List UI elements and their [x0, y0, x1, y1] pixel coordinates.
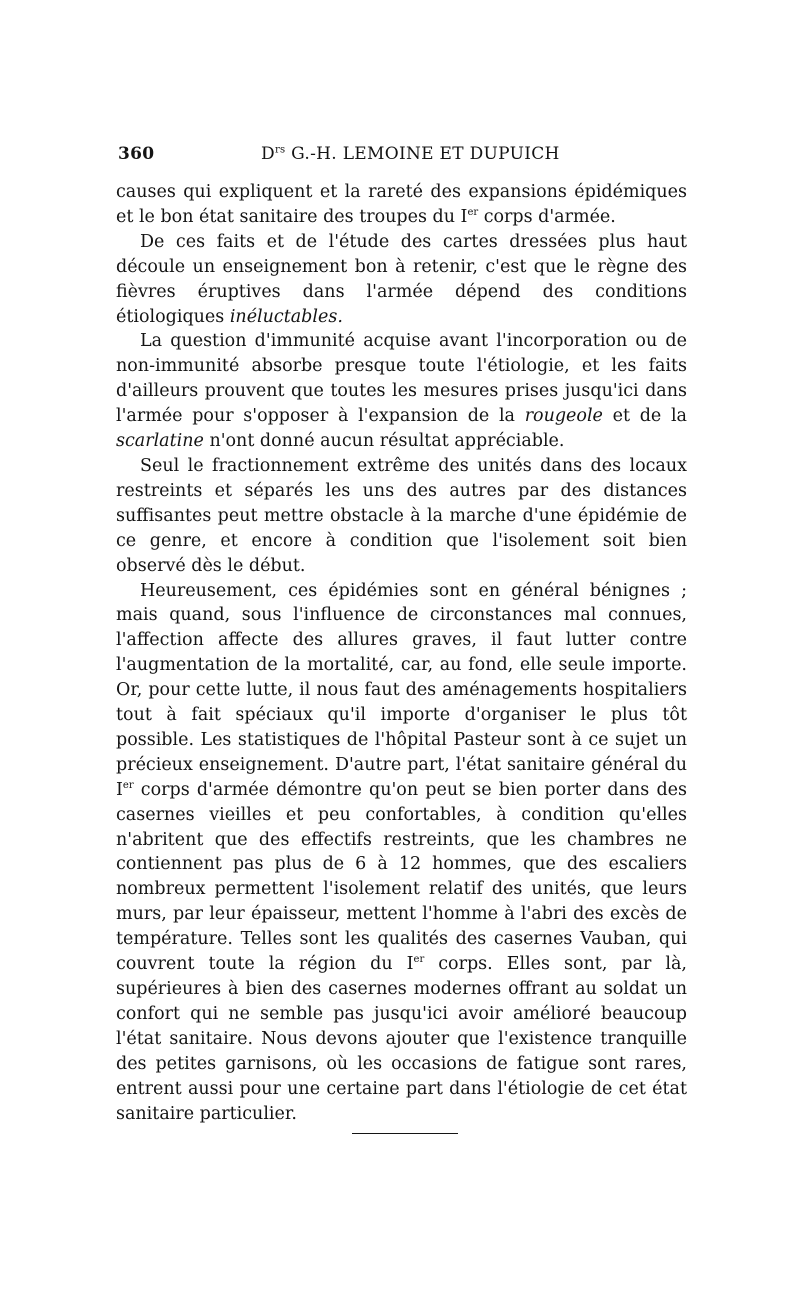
- text-run: corps d'armée.: [478, 206, 616, 227]
- paragraph-4: Seul le fractionnement extrême des unités dans des locaux restreints et séparés les uns des autres par des distances suffisantes peut mettre obstacle à la marche d'une épidémie de ce genre, et encore à condition que l'isolement soit bien observé dès le début.: [116, 455, 687, 576]
- italic-term: rougeole: [524, 406, 603, 427]
- text-run: causes qui expliquent et la rareté des expansions épidémiques et le bon état sanitaire des troupes du I: [116, 182, 687, 227]
- text-run: De ces faits et de l'étude des cartes dressées plus haut découle un enseignement bon à retenir, c'est que le règne des fièvres éruptives dans l'armée dépend des conditions étiologiques: [116, 231, 687, 327]
- title-prefix-sup: rs: [274, 144, 286, 156]
- running-header: [118, 144, 688, 168]
- text-run: La question d'immunité acquise avant l'incorporation ou de non-immunité absorbe presque toute l'étiologie, et les faits d'ailleurs prouvent que toutes les mesures prises jusqu'ici dans l'armée pour s'opposer à l'expansion de la: [116, 331, 687, 427]
- superscript: er: [413, 954, 425, 966]
- superscript: er: [467, 207, 479, 219]
- text-run: et de la: [602, 406, 687, 427]
- page-number: 360: [118, 144, 155, 164]
- italic-term: scarlatine: [116, 431, 204, 452]
- text-run: corps d'armée démontre qu'on peut se bien porter dans des casernes vieilles et peu confortables, à condition qu'elles n'abritent que des effectifs restreints, que les chambres ne contiennent pas plus de 6 à 12 hommes, que des escaliers nombreux permettent l'isolement relatif des unités, que leurs murs, par leur épaisseur, mettent l'homme à l'abri des excès de température. Telles sont les qualités des casernes Vauban, qui couvrent toute la région du I: [116, 779, 687, 975]
- superscript: er: [122, 779, 134, 791]
- paragraph-5: [116, 579, 687, 1127]
- running-title: [261, 144, 560, 164]
- title-prefix: D: [261, 144, 275, 164]
- text-run: Heureusement, ces épidémies sont en général bénignes ; mais quand, sous l'influence de circonstances mal connues, l'affection affecte des allures graves, il faut lutter contre l'augmentation de la mortalité, car, au fond, elle seule importe. Or, pour cette lutte, il nous faut des aménagements hospitaliers tout à fait spéciaux qu'il importe d'organiser le plus tôt possible. Les statistiques de l'hôpital Pasteur sont à ce sujet un précieux enseignement. D'autre part, l'état sanitaire général du I: [116, 580, 687, 800]
- body-text: [116, 180, 687, 1126]
- paragraph-2: [116, 230, 687, 330]
- italic-term: inéluctables.: [229, 306, 343, 327]
- text-run: n'ont donné aucun résultat appréciable.: [203, 431, 565, 452]
- text-run: corps. Elles sont, par là, supérieures à bien des casernes modernes offrant au soldat un confort qui ne semble pas jusqu'ici avoir amélioré beaucoup l'état sanitaire. Nous devons ajouter que l'existence tranquille des petites garnisons, où les occasions de fatigue sont rares, entrent aussi pour une certaine part dans l'étiologie de cet état sanitaire particulier.: [116, 954, 687, 1124]
- end-rule: [352, 1133, 458, 1134]
- title-authors: G.-H. LEMOINE ET DUPUICH: [285, 144, 560, 164]
- paragraph-1: [116, 180, 687, 230]
- paragraph-3: [116, 329, 687, 454]
